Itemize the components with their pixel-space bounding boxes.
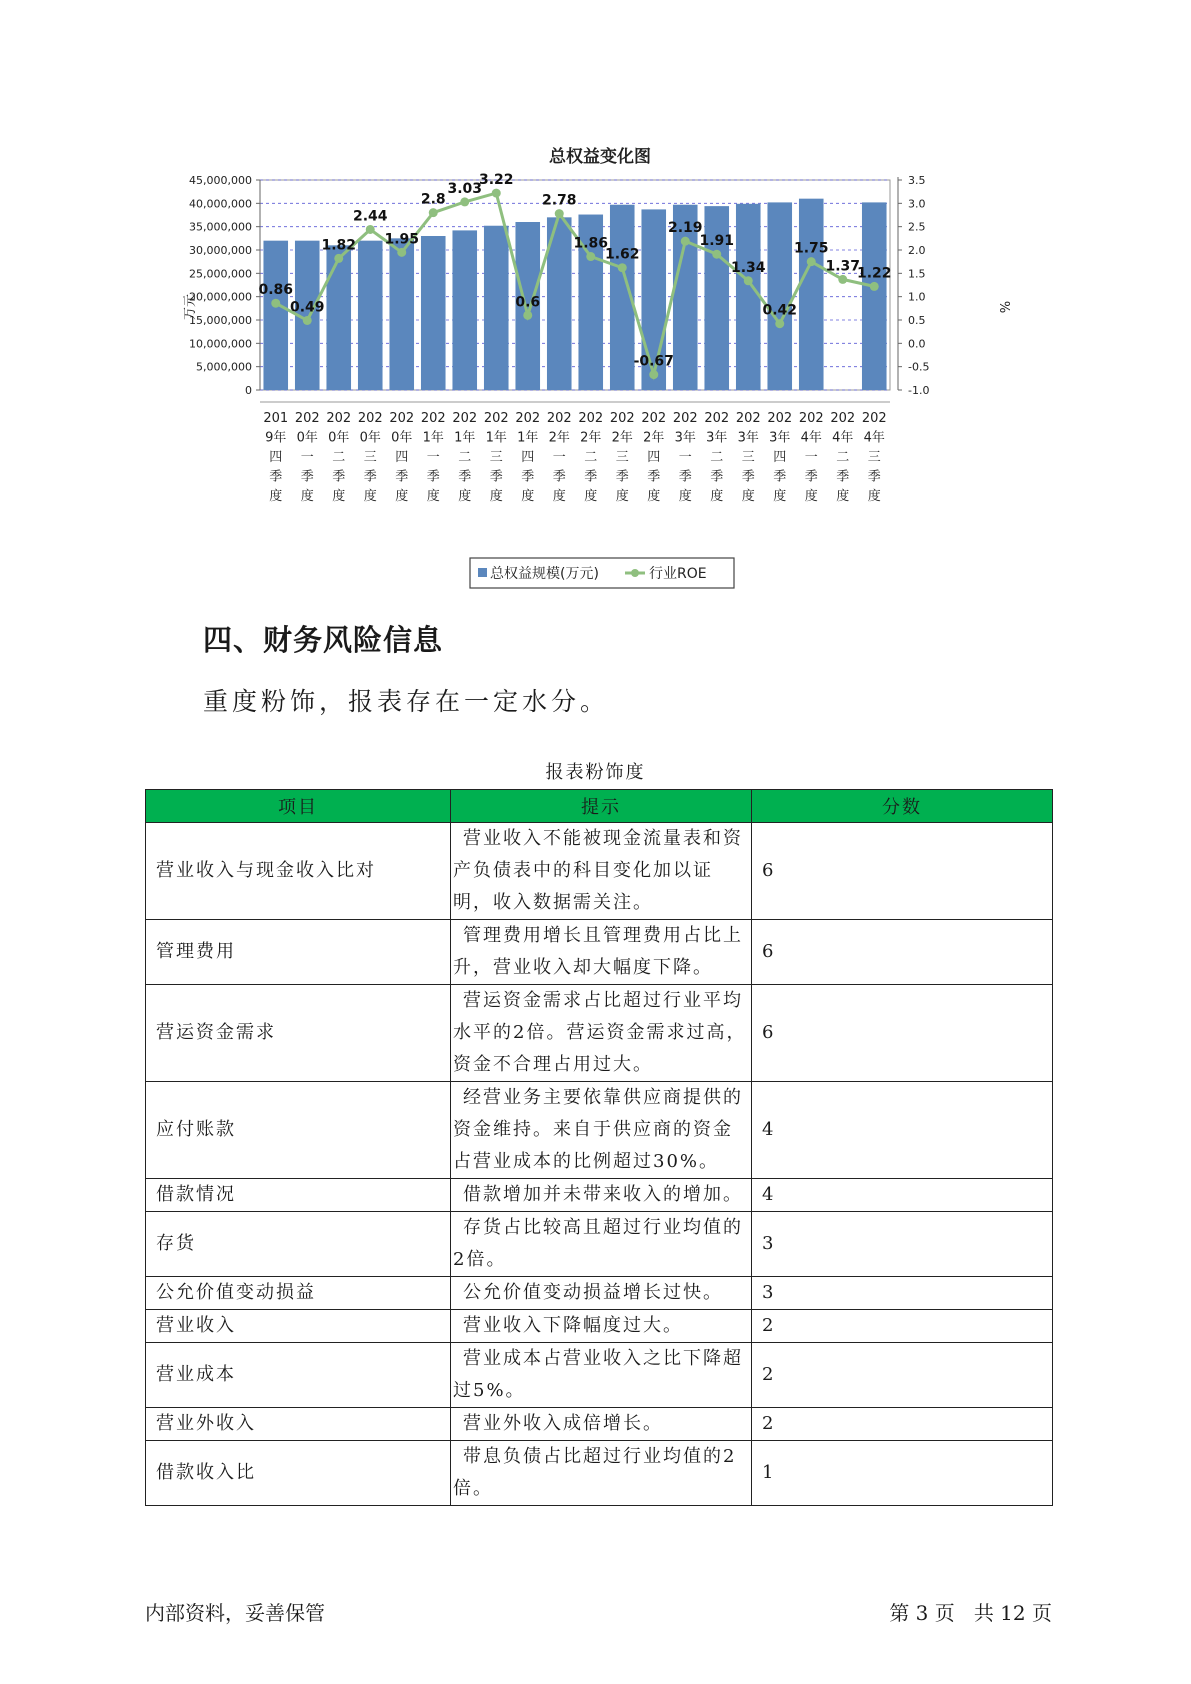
x-tick-label: 季 xyxy=(521,469,535,485)
roe-data-label: 2.44 xyxy=(352,208,388,225)
row-item: 营业成本 xyxy=(146,1343,451,1408)
row-hint: 带息负债占比超过行业均值的2倍。 xyxy=(451,1441,752,1506)
footer-confidential-note: 内部资料，妥善保管 xyxy=(145,1601,325,1625)
x-tick-label: 202 xyxy=(735,411,761,426)
row-item: 借款情况 xyxy=(146,1179,451,1212)
left-tick-label: 40,000,000 xyxy=(189,197,252,211)
left-axis-title: 万元 xyxy=(183,293,198,321)
x-tick-label: 度 xyxy=(269,489,283,504)
roe-data-label: 1.86 xyxy=(573,235,609,252)
x-tick-label: 度 xyxy=(741,489,755,504)
roe-data-label: 3.03 xyxy=(447,180,483,197)
x-tick-label: 0年 xyxy=(391,430,413,446)
x-tick-label: 202 xyxy=(861,411,887,426)
x-tick-label: 二 xyxy=(710,450,724,465)
equity-bar xyxy=(389,238,414,390)
x-tick-label: 三 xyxy=(741,450,755,465)
x-tick-label: 度 xyxy=(804,489,818,504)
x-tick-label: 4年 xyxy=(800,430,822,446)
left-tick-label: 5,000,000 xyxy=(196,360,252,374)
x-tick-label: 202 xyxy=(798,411,824,426)
roe-point xyxy=(838,275,847,284)
x-tick-label: 季 xyxy=(269,469,283,485)
x-tick-label: 三 xyxy=(489,450,503,465)
data-labels xyxy=(258,172,891,370)
x-tick-label: 季 xyxy=(615,469,629,485)
table-row xyxy=(146,1343,1053,1408)
x-tick-label: 季 xyxy=(363,469,377,485)
x-tick-label: 3年 xyxy=(674,430,696,446)
left-tick-label: 15,000,000 xyxy=(189,314,252,327)
x-tick-label: 二 xyxy=(332,450,346,465)
x-tick-label: 度 xyxy=(710,489,724,504)
x-tick-label: 二 xyxy=(836,450,850,465)
right-tick-label: 3.5 xyxy=(908,174,926,187)
roe-data-label: 0.6 xyxy=(515,294,541,311)
legend-line-label: 行业ROE xyxy=(649,566,707,582)
x-tick-label: 季 xyxy=(395,469,409,485)
right-axis-ticks xyxy=(898,174,929,397)
row-score: 4 xyxy=(752,1179,1053,1212)
x-tick-label: 三 xyxy=(615,450,629,465)
x-tick-label: 202 xyxy=(672,411,698,426)
x-tick-label: 四 xyxy=(395,450,409,465)
roe-point xyxy=(366,225,375,234)
table-row xyxy=(146,1212,1053,1277)
x-tick-label: 季 xyxy=(552,469,566,485)
roe-point xyxy=(303,316,312,325)
x-tick-label: 202 xyxy=(483,411,509,426)
left-tick-label: 20,000,000 xyxy=(189,290,252,304)
row-score: 2 xyxy=(752,1310,1053,1343)
x-tick-label: 202 xyxy=(830,411,856,426)
equity-bar xyxy=(484,226,509,390)
roe-point xyxy=(775,319,784,328)
right-axis-title: % xyxy=(996,300,1011,314)
risk-summary: 重度粉饰，报表存在一定水分。 xyxy=(203,687,610,716)
x-tick-label: 度 xyxy=(584,489,598,504)
x-tick-label: 季 xyxy=(584,469,598,485)
left-tick-label: 10,000,000 xyxy=(189,337,252,351)
x-tick-label: 度 xyxy=(332,489,346,504)
x-tick-label: 四 xyxy=(521,450,535,465)
x-tick-label: 202 xyxy=(389,411,415,426)
roe-data-label: 1.91 xyxy=(699,233,735,250)
row-item: 应付账款 xyxy=(146,1082,451,1179)
legend-line-marker xyxy=(631,569,639,577)
table-row xyxy=(146,985,1053,1082)
right-tick-label: 2.0 xyxy=(908,244,926,257)
left-tick-label: 45,000,000 xyxy=(189,174,252,187)
table-row xyxy=(146,1082,1053,1179)
x-tick-label: 季 xyxy=(426,469,440,485)
roe-point xyxy=(712,250,721,259)
x-tick-label: 度 xyxy=(300,489,314,504)
roe-point xyxy=(586,252,595,261)
x-tick-label: 二 xyxy=(458,450,472,465)
row-score: 2 xyxy=(752,1343,1053,1408)
header-item: 项目 xyxy=(146,790,451,823)
x-tick-label: 度 xyxy=(363,489,377,504)
left-tick-label: 35,000,000 xyxy=(189,220,252,234)
roe-data-label: 1.34 xyxy=(730,259,766,276)
table-row xyxy=(146,1408,1053,1441)
row-item: 营业收入 xyxy=(146,1310,451,1343)
x-tick-label: 202 xyxy=(641,411,667,426)
row-hint: 营业收入下降幅度过大。 xyxy=(451,1310,752,1343)
x-tick-label: 一 xyxy=(552,450,566,465)
x-tick-label: 度 xyxy=(458,489,472,504)
x-tick-label: 度 xyxy=(678,489,692,504)
left-axis-ticks xyxy=(189,174,260,397)
x-tick-label: 度 xyxy=(521,489,535,504)
x-tick-label: 202 xyxy=(704,411,730,426)
x-tick-label: 0年 xyxy=(328,430,350,446)
x-tick-label: 4年 xyxy=(863,430,885,446)
x-tick-label: 2年 xyxy=(580,430,602,446)
x-axis-labels xyxy=(260,402,890,504)
roe-data-label: 1.37 xyxy=(825,258,861,275)
header-score: 分数 xyxy=(752,790,1053,823)
right-tick-label: -0.5 xyxy=(908,360,930,374)
equity-change-chart xyxy=(170,140,1050,600)
x-tick-label: 度 xyxy=(395,489,409,504)
x-tick-label: 3年 xyxy=(769,430,791,446)
right-tick-label: 0.5 xyxy=(908,314,926,327)
roe-data-label: 3.22 xyxy=(478,172,514,189)
table-row xyxy=(146,823,1053,920)
left-tick-label: 0 xyxy=(245,384,252,397)
row-score: 1 xyxy=(752,1441,1053,1506)
roe-data-label: 0.42 xyxy=(762,302,798,319)
roe-data-label: -0.67 xyxy=(633,353,674,370)
roe-point xyxy=(618,263,627,272)
row-item: 营业外收入 xyxy=(146,1408,451,1441)
x-tick-label: 四 xyxy=(773,450,787,465)
roe-point xyxy=(870,282,879,291)
x-tick-label: 季 xyxy=(458,469,472,485)
x-tick-label: 季 xyxy=(741,469,755,485)
equity-bar xyxy=(862,202,887,390)
roe-point xyxy=(681,237,690,246)
x-tick-label: 度 xyxy=(426,489,440,504)
x-tick-label: 季 xyxy=(300,469,314,485)
x-tick-label: 202 xyxy=(420,411,446,426)
left-tick-label: 30,000,000 xyxy=(189,244,252,257)
x-tick-label: 度 xyxy=(836,489,850,504)
right-tick-label: 1.0 xyxy=(908,290,926,304)
row-hint: 公允价值变动损益增长过快。 xyxy=(451,1277,752,1310)
x-tick-label: 一 xyxy=(678,450,692,465)
row-hint: 存货占比较高且超过行业均值的2倍。 xyxy=(451,1212,752,1277)
x-tick-label: 四 xyxy=(647,450,661,465)
row-hint: 营运资金需求占比超过行业平均水平的2倍。营运资金需求过高，资金不合理占用过大。 xyxy=(451,985,752,1082)
section-heading: 四、财务风险信息 xyxy=(203,623,444,657)
x-tick-label: 3年 xyxy=(737,430,759,446)
right-tick-label: 0.0 xyxy=(908,337,926,351)
roe-data-label: 1.62 xyxy=(604,246,640,263)
roe-point xyxy=(397,248,406,257)
x-tick-label: 3年 xyxy=(706,430,728,446)
x-tick-label: 度 xyxy=(615,489,629,504)
right-tick-label: 1.5 xyxy=(908,267,926,281)
x-tick-label: 9年 xyxy=(265,430,287,446)
roe-data-label: 2.19 xyxy=(667,220,703,237)
table-row xyxy=(146,1179,1053,1212)
row-item: 借款收入比 xyxy=(146,1441,451,1506)
table-row xyxy=(146,1310,1053,1343)
x-tick-label: 一 xyxy=(804,450,818,465)
row-hint: 借款增加并未带来收入的增加。 xyxy=(451,1179,752,1212)
x-tick-label: 度 xyxy=(867,489,881,504)
table-row xyxy=(146,1441,1053,1506)
x-tick-label: 1年 xyxy=(422,430,444,446)
x-tick-label: 三 xyxy=(867,450,881,465)
row-hint: 经营业务主要依靠供应商提供的资金维持。来自于供应商的资金占营业成本的比例超过30%。 xyxy=(451,1082,752,1179)
x-tick-label: 2年 xyxy=(548,430,570,446)
table-row xyxy=(146,920,1053,985)
equity-bar xyxy=(736,204,761,390)
x-tick-label: 1年 xyxy=(517,430,539,446)
roe-point xyxy=(271,299,280,308)
x-tick-label: 2年 xyxy=(611,430,633,446)
roe-point xyxy=(807,257,816,266)
x-tick-label: 201 xyxy=(263,411,289,426)
roe-point xyxy=(429,208,438,217)
x-tick-label: 度 xyxy=(552,489,566,504)
roe-point xyxy=(649,370,658,379)
equity-bar xyxy=(358,241,383,390)
roe-point xyxy=(460,197,469,206)
x-tick-label: 202 xyxy=(609,411,635,426)
x-tick-label: 0年 xyxy=(296,430,318,446)
x-tick-label: 202 xyxy=(294,411,320,426)
equity-bar xyxy=(263,241,288,390)
x-tick-label: 202 xyxy=(578,411,604,426)
equity-bar xyxy=(452,230,477,390)
x-tick-label: 202 xyxy=(546,411,572,426)
x-tick-label: 202 xyxy=(452,411,478,426)
table-header-row xyxy=(146,790,1053,823)
row-item: 管理费用 xyxy=(146,920,451,985)
right-tick-label: -1.0 xyxy=(908,384,930,397)
x-tick-label: 季 xyxy=(804,469,818,485)
x-tick-label: 度 xyxy=(647,489,661,504)
x-tick-label: 季 xyxy=(773,469,787,485)
row-hint: 营业收入不能被现金流量表和资产负债表中的科目变化加以证明，收入数据需关注。 xyxy=(451,823,752,920)
x-tick-label: 度 xyxy=(489,489,503,504)
x-tick-label: 季 xyxy=(678,469,692,485)
x-tick-label: 一 xyxy=(426,450,440,465)
x-tick-label: 三 xyxy=(363,450,377,465)
footer-page-number: 第 3 页 共 12 页 xyxy=(889,1601,1052,1625)
roe-data-label: 1.82 xyxy=(321,237,357,254)
roe-point xyxy=(492,189,501,198)
legend-bar-swatch xyxy=(478,568,487,577)
x-tick-label: 二 xyxy=(584,450,598,465)
x-tick-label: 季 xyxy=(332,469,346,485)
roe-data-label: 1.95 xyxy=(384,231,420,248)
roe-point xyxy=(523,311,532,320)
table-caption: 报表粉饰度 xyxy=(545,762,646,783)
row-score: 2 xyxy=(752,1408,1053,1441)
table-row xyxy=(146,1277,1053,1310)
roe-data-label: 2.78 xyxy=(541,192,577,209)
x-tick-label: 季 xyxy=(710,469,724,485)
x-tick-label: 季 xyxy=(647,469,661,485)
roe-data-label: 1.75 xyxy=(793,240,829,257)
row-hint: 管理费用增长且管理费用占比上升，营业收入却大幅度下降。 xyxy=(451,920,752,985)
roe-data-label: 0.86 xyxy=(258,282,294,299)
left-tick-label: 25,000,000 xyxy=(189,267,252,281)
x-tick-label: 度 xyxy=(773,489,787,504)
x-tick-label: 四 xyxy=(269,450,283,465)
x-tick-label: 202 xyxy=(326,411,352,426)
whitewash-table xyxy=(145,789,1053,1506)
roe-data-label: 0.49 xyxy=(289,299,325,316)
row-score: 4 xyxy=(752,1082,1053,1179)
row-score: 3 xyxy=(752,1277,1053,1310)
header-hint: 提示 xyxy=(451,790,752,823)
equity-bar xyxy=(799,199,824,390)
x-tick-label: 1年 xyxy=(454,430,476,446)
right-tick-label: 3.0 xyxy=(908,197,926,211)
right-tick-label: 2.5 xyxy=(908,220,926,234)
roe-data-label: 1.22 xyxy=(856,265,892,282)
x-tick-label: 202 xyxy=(357,411,383,426)
row-hint: 营业外收入成倍增长。 xyxy=(451,1408,752,1441)
x-tick-label: 一 xyxy=(300,450,314,465)
equity-bar xyxy=(326,245,351,390)
row-score: 3 xyxy=(752,1212,1053,1277)
row-item: 存货 xyxy=(146,1212,451,1277)
x-tick-label: 季 xyxy=(867,469,881,485)
roe-point xyxy=(744,276,753,285)
row-score: 6 xyxy=(752,920,1053,985)
roe-point xyxy=(334,254,343,263)
equity-bar xyxy=(767,202,792,390)
roe-point xyxy=(555,209,564,218)
row-item: 公允价值变动损益 xyxy=(146,1277,451,1310)
x-tick-label: 2年 xyxy=(643,430,665,446)
x-tick-label: 0年 xyxy=(359,430,381,446)
x-tick-label: 202 xyxy=(515,411,541,426)
row-item: 营业收入与现金收入比对 xyxy=(146,823,451,920)
row-hint: 营业成本占营业收入之比下降超过5%。 xyxy=(451,1343,752,1408)
x-tick-label: 季 xyxy=(489,469,503,485)
chart-title: 总权益变化图 xyxy=(549,147,651,167)
row-score: 6 xyxy=(752,823,1053,920)
roe-data-label: 2.8 xyxy=(420,191,446,208)
x-tick-label: 1年 xyxy=(485,430,507,446)
row-item: 营运资金需求 xyxy=(146,985,451,1082)
equity-bar xyxy=(421,236,446,390)
row-score: 6 xyxy=(752,985,1053,1082)
legend-bar-label: 总权益规模(万元) xyxy=(490,566,599,582)
x-tick-label: 4年 xyxy=(832,430,854,446)
x-tick-label: 季 xyxy=(836,469,850,485)
x-tick-label: 202 xyxy=(767,411,793,426)
chart-legend xyxy=(470,558,734,588)
